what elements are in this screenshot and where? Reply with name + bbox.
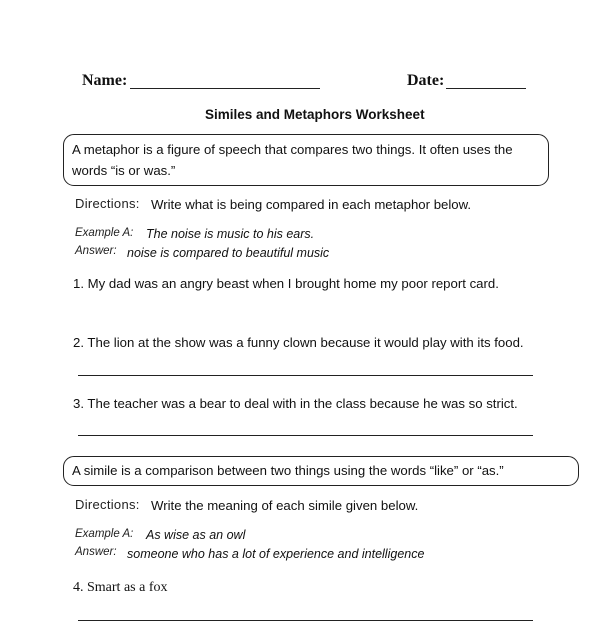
- simile-answer-label: Answer:: [75, 546, 117, 558]
- simile-directions-label: Directions:: [75, 497, 140, 512]
- question-3: 3. The teacher was a bear to deal with in the class because he was so strict.: [73, 396, 518, 411]
- simile-example-label: Example A:: [75, 528, 134, 540]
- metaphor-answer-label: Answer:: [75, 245, 117, 257]
- name-field[interactable]: [130, 88, 320, 89]
- metaphor-directions-text: Write what is being compared in each metaphor below.: [151, 197, 472, 212]
- answer-line-4[interactable]: [78, 620, 533, 621]
- question-2: 2. The lion at the show was a funny clown because it would play with its food.: [73, 335, 524, 350]
- metaphor-definition-line1: A metaphor is a figure of speech that compares two things. It often uses the: [72, 142, 513, 157]
- answer-line-3[interactable]: [78, 435, 533, 436]
- metaphor-example-text: The noise is music to his ears.: [146, 227, 315, 241]
- simile-directions-text: Write the meaning of each simile given below.: [151, 498, 419, 513]
- metaphor-definition-line2: words “is or was.”: [72, 163, 176, 178]
- simile-answer-text: someone who has a lot of experience and intelligence: [127, 547, 425, 561]
- metaphor-directions-label: Directions:: [75, 196, 140, 211]
- page-title: Similes and Metaphors Worksheet: [205, 107, 425, 122]
- simile-example-text: As wise as an owl: [146, 528, 246, 542]
- name-label: Name:: [82, 72, 128, 89]
- date-field[interactable]: [446, 88, 526, 89]
- answer-line-2[interactable]: [78, 375, 533, 376]
- metaphor-example-label: Example A:: [75, 227, 134, 239]
- date-label: Date:: [407, 72, 445, 89]
- simile-definition: A simile is a comparison between two things using the words “like” or “as.”: [72, 463, 504, 478]
- question-1: 1. My dad was an angry beast when I brought home my poor report card.: [73, 276, 499, 291]
- question-4: 4. Smart as a fox: [73, 580, 168, 595]
- metaphor-answer-text: noise is compared to beautiful music: [127, 246, 330, 260]
